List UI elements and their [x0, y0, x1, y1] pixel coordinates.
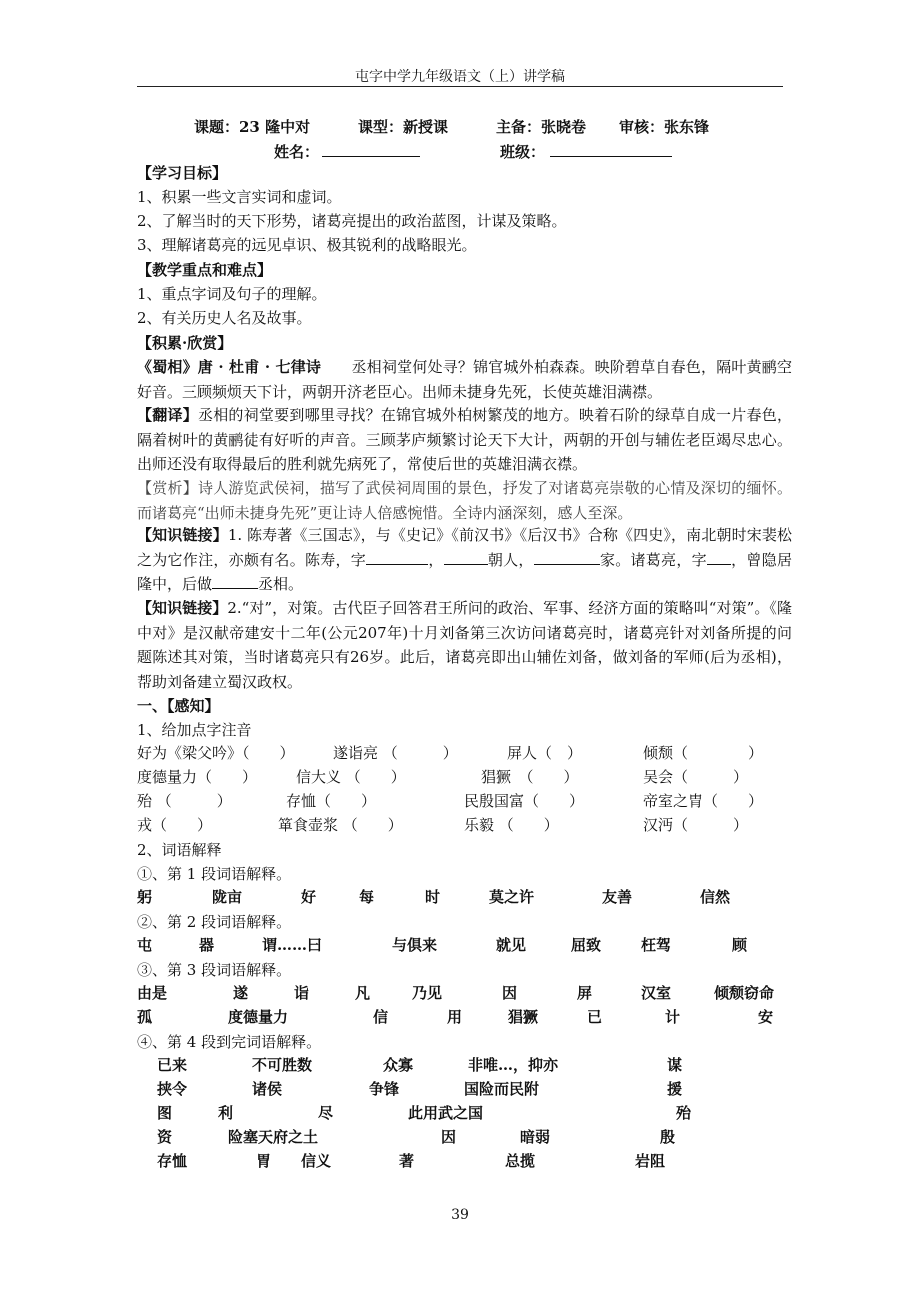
vocab-word: 因 — [441, 1128, 457, 1146]
vocab-word: 著 — [399, 1152, 415, 1170]
vocab-word: 已来 — [157, 1056, 188, 1074]
paragraph-label: ④、第 4 段到完词语解释。 — [137, 1033, 322, 1051]
vocab-word: 与俱来 — [392, 936, 438, 954]
vocab-word: 争锋 — [369, 1080, 400, 1098]
vocab-word: 胃 — [256, 1152, 272, 1170]
phonetic-item: 汉沔（ ） — [643, 816, 749, 834]
accum-title: 【积累·欣赏】 — [137, 334, 233, 352]
vocab-word: 躬 — [137, 888, 153, 906]
knowledge-link-text: 家。诸葛亮，字 — [599, 550, 707, 569]
name-label: 姓名： — [274, 143, 320, 161]
vocab-word: 利 — [218, 1104, 234, 1122]
paragraph-label: ①、第 1 段词语解释。 — [137, 865, 292, 883]
blank-field[interactable] — [707, 548, 731, 565]
poem-text: 丞相祠堂何处寻？锦官城外柏森森。映阶碧草自春色，隔叶黄鹂空好音。三顾频烦天下计，两朝开济老臣心。出师未捷身先死，长使英雄泪满襟。 — [137, 358, 792, 401]
blank-field[interactable] — [444, 548, 488, 565]
vocab-word: 诸侯 — [252, 1080, 283, 1098]
knowledge-link-text: ，曾隐居隆中，后做 — [137, 550, 792, 593]
knowledge-link-text: 丞相。 — [258, 575, 304, 593]
vocab-word: 谋 — [667, 1056, 683, 1074]
class-label: 班级： — [500, 143, 546, 161]
goal-item: 2、了解当时的天下形势，诸葛亮提出的政治蓝图，计谋及策略。 — [137, 212, 567, 230]
vocab-word: 岩阻 — [635, 1152, 666, 1170]
appreciation-text: 诗人游览武侯祠，描写了武侯祠周围的景色，抒发了对诸葛亮崇敬的心情及深切的缅怀。而诸葛亮“出师未捷身先死”更让诗人倍感惋惜。全诗内涵深刻，感人至深。 — [137, 479, 792, 522]
vocab-word: 总揽 — [505, 1152, 536, 1170]
vocab-word: 猖獗 — [508, 1008, 539, 1026]
vocab-word: 诣 — [294, 984, 310, 1002]
phonetic-item: 民殷国富（ ） — [464, 792, 585, 810]
vocab-word: 倾颓窃命 — [714, 984, 775, 1002]
phonetic-item: 好为《梁父吟》（ ） — [137, 744, 295, 762]
phonetic-item: 信大义 （ ） — [296, 768, 406, 786]
name-field[interactable] — [322, 141, 420, 157]
appreciation-heading: 【赏析】 — [137, 479, 198, 497]
vocab-word: 挟令 — [157, 1080, 188, 1098]
vocab-word: 众寡 — [383, 1056, 414, 1074]
focus-item: 1、重点字词及句子的理解。 — [137, 285, 327, 303]
phonetic-item: 箪食壶浆 （ ） — [278, 816, 403, 834]
vocab-word: 陇亩 — [212, 888, 243, 906]
focus-title: 【教学重点和难点】 — [137, 261, 273, 279]
blank-field[interactable] — [366, 548, 428, 565]
vocab-word: 援 — [667, 1080, 683, 1098]
vocab-word: 计 — [665, 1008, 681, 1026]
vocab-word: 信义 — [301, 1152, 332, 1170]
goals-title: 【学习目标】 — [137, 164, 228, 182]
blank-field[interactable] — [212, 572, 258, 589]
vocab-word: 已 — [587, 1008, 603, 1026]
vocab-word: 屏 — [577, 984, 593, 1002]
vocab-word: 殆 — [676, 1104, 692, 1122]
vocab-word: 孤 — [137, 1008, 153, 1026]
lesson-main-author: 主备：张晓卷 — [496, 118, 587, 136]
goal-item: 3、理解诸葛亮的远见卓识、极其锐利的战略眼光。 — [137, 236, 477, 254]
vocab-word: 因 — [502, 984, 518, 1002]
knowledge-link-text: 朝人， — [487, 550, 534, 569]
knowledge-link-heading: 【知识链接】 — [137, 599, 228, 617]
poem-heading: 《蜀相》唐 · 杜甫 · 七律诗 — [137, 358, 322, 376]
vocab-word: 凡 — [355, 984, 371, 1002]
paragraph-label: ③、第 3 段词语解释。 — [137, 961, 292, 979]
vocab-word: 国险而民附 — [464, 1080, 540, 1098]
phonetic-item: 乐毅 （ ） — [464, 816, 559, 834]
vocab-word: 器 — [199, 936, 215, 954]
knowledge-link-text: ， — [428, 550, 444, 569]
vocab-word: 顾 — [732, 936, 748, 954]
phonetic-item: 吴会（ ） — [643, 768, 749, 786]
focus-item: 2、有关历史人名及故事。 — [137, 309, 312, 327]
subsection-title: 2、词语解释 — [137, 841, 222, 859]
document-header: 屯字中学九年级语文（上）讲学稿 — [355, 69, 565, 85]
vocab-word: 暗弱 — [520, 1128, 551, 1146]
vocab-word: 乃见 — [412, 984, 443, 1002]
vocab-word: 好 — [301, 888, 317, 906]
translation-heading: 【翻译】 — [137, 406, 198, 424]
vocab-word: 谓……曰 — [262, 936, 323, 954]
phonetic-item: 帝室之胄（ ） — [643, 792, 764, 810]
vocab-word: 此用武之国 — [408, 1104, 484, 1122]
paragraph-label: ②、第 2 段词语解释。 — [137, 913, 292, 931]
page-number: 39 — [451, 1207, 469, 1223]
knowledge-link-2 — [137, 596, 792, 694]
vocab-word: 安 — [758, 1008, 774, 1026]
vocab-word: 信然 — [700, 888, 731, 906]
vocab-word: 每 — [359, 888, 375, 906]
header-rule — [137, 86, 783, 87]
phonetic-item: 猖獗 （ ） — [481, 768, 579, 786]
vocab-word: 汉室 — [641, 984, 672, 1002]
phonetic-item: 殆 （ ） — [137, 792, 232, 810]
phonetic-item: 存恤（ ） — [286, 792, 377, 810]
knowledge-link-heading: 【知识链接】 — [137, 526, 228, 544]
vocab-word: 非唯…，抑亦 — [468, 1056, 559, 1074]
vocab-word: 存恤 — [157, 1152, 188, 1170]
vocab-word: 殷 — [660, 1128, 676, 1146]
section-title: 一、【感知】 — [137, 697, 220, 715]
knowledge-link-1 — [137, 523, 792, 597]
phonetic-item: 倾颓（ ） — [643, 744, 764, 762]
knowledge-link-text: 1. 陈寿著《三国志》，与《史记》《前汉书》《后汉书》合称《四史》，南北朝时宋裴松之为它作注，亦颇有名。陈寿，字 — [137, 526, 792, 569]
vocab-word: 信 — [373, 1008, 389, 1026]
vocab-word: 枉驾 — [641, 936, 672, 954]
vocab-word: 莫之许 — [489, 888, 535, 906]
vocab-word: 遂 — [233, 984, 249, 1002]
phonetic-item: 屏人（ ） — [507, 744, 583, 762]
vocab-word: 图 — [157, 1104, 173, 1122]
subsection-title: 1、给加点字注音 — [137, 721, 252, 739]
vocab-word: 屈致 — [571, 936, 602, 954]
vocab-word: 时 — [425, 888, 441, 906]
translation-text: 丞相的祠堂要到哪里寻找？在锦官城外柏树繁茂的地方。映着石阶的绿草自成一片春色，隔着树叶的黄鹂徒有好听的声音。三顾茅庐频繁讨论天下大计，两朝的开创与辅佐老臣竭尽忠心。出师还没有取得最后的胜利就先病死了，常使后世的英雄泪满衣襟。 — [137, 406, 792, 473]
vocab-word: 不可胜数 — [252, 1056, 313, 1074]
lesson-type: 课型：新授课 — [358, 118, 449, 136]
vocab-word: 险塞天府之土 — [228, 1128, 319, 1146]
vocab-word: 屯 — [137, 936, 153, 954]
lesson-topic: 课题：23 隆中对 — [194, 118, 311, 136]
vocab-word: 资 — [157, 1128, 173, 1146]
blank-field[interactable] — [534, 548, 600, 565]
phonetic-item: 度德量力（ ） — [137, 768, 258, 786]
translation-paragraph — [137, 403, 792, 477]
lesson-reviewer: 审核：张东锋 — [619, 118, 710, 136]
phonetic-item: 遂诣亮 （ ） — [333, 744, 458, 762]
appreciation-paragraph — [137, 476, 792, 525]
class-field[interactable] — [550, 141, 672, 157]
vocab-word: 就见 — [496, 936, 527, 954]
goal-item: 1、积累一些文言实词和虚词。 — [137, 188, 342, 206]
phonetic-item: 戎（ ） — [137, 816, 213, 834]
vocab-word: 度德量力 — [228, 1008, 289, 1026]
poem-paragraph — [137, 355, 792, 404]
vocab-word: 用 — [447, 1008, 463, 1026]
vocab-word: 友善 — [602, 888, 633, 906]
knowledge-link-text: 2.“对”，对策。古代臣子回答君王所问的政治、军事、经济方面的策略叫“对策”。《隆中对》是汉献帝建安十二年(公元207年)十月刘备第三次访问诸葛亮时，诸葛亮针对刘备所提的问题陈述其对策，当时诸葛亮只有26岁。此后，诸葛亮即出山辅佐刘备，做刘备的军师(后为丞相)，帮助刘备建立蜀汉政权。 — [137, 599, 792, 691]
vocab-word: 由是 — [137, 984, 168, 1002]
vocab-word: 尽 — [318, 1104, 334, 1122]
